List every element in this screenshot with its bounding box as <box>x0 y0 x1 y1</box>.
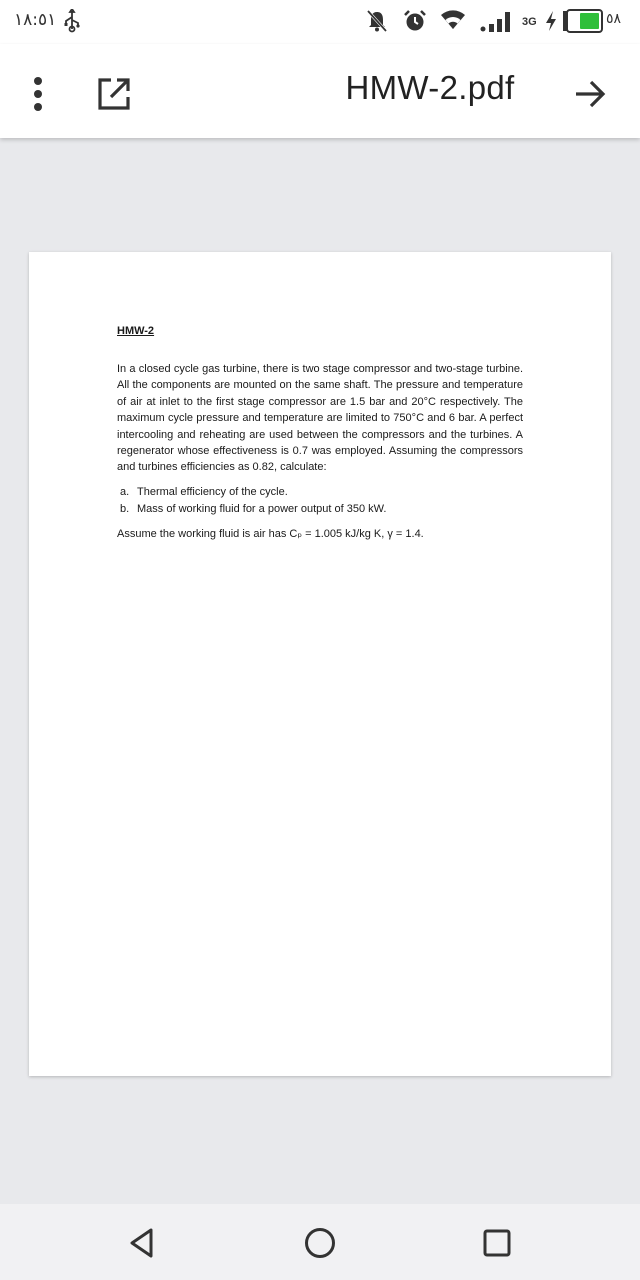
wifi-icon <box>440 9 466 31</box>
muted-notifications-icon <box>366 9 388 33</box>
pdf-page[interactable] <box>29 252 611 1076</box>
page-content <box>117 325 523 542</box>
charging-icon <box>544 9 558 33</box>
list-marker: b. <box>120 502 130 515</box>
battery-level: ٥٨ <box>606 11 622 27</box>
status-bar <box>0 0 640 44</box>
more-vert-icon[interactable] <box>28 74 48 114</box>
back-icon[interactable] <box>125 1226 159 1260</box>
document-title: HMW-2.pdf <box>345 69 515 106</box>
open-external-icon[interactable] <box>94 74 134 114</box>
alarm-icon <box>403 9 427 33</box>
list-item-text: Thermal efficiency of the cycle. <box>137 485 288 498</box>
arrow-forward-icon[interactable] <box>570 74 610 114</box>
signal-icon <box>480 9 516 33</box>
battery-icon <box>562 9 604 33</box>
list-item <box>120 501 523 518</box>
network-type: 3G <box>522 16 537 28</box>
status-time: ١٨:٥١ <box>14 10 57 30</box>
recents-icon[interactable] <box>482 1228 512 1258</box>
home-icon[interactable] <box>303 1226 337 1260</box>
problem-statement: In a closed cycle gas turbine, there is two stage compressor and two-stage turbine. All the components are mounted on the same shaft. The pressure and temperature of air at inlet to the first stage compressor are 1.5 bar and 20°C respectively. The maximum cycle pressure and temperature are limited to 750°C and 6 bar. A perfect intercooling and reheating are used between the compressors and the turbines. A regenerator whose effectiveness is 0.7 was employed. Assuming the compressors and turbines efficiencies as 0.82, calculate: <box>117 363 523 474</box>
list-item <box>120 484 523 501</box>
usb-icon <box>62 9 82 33</box>
question-list <box>117 484 523 518</box>
assumption-text: Assume the working fluid is air has Cₚ = 1.005 kJ/kg K, γ = 1.4. <box>117 527 424 540</box>
list-item-text: Mass of working fluid for a power output of 350 kW. <box>137 502 387 515</box>
navigation-bar <box>0 1204 640 1280</box>
document-heading: HMW-2 <box>117 325 155 337</box>
list-marker: a. <box>120 485 130 498</box>
app-bar <box>0 44 640 138</box>
